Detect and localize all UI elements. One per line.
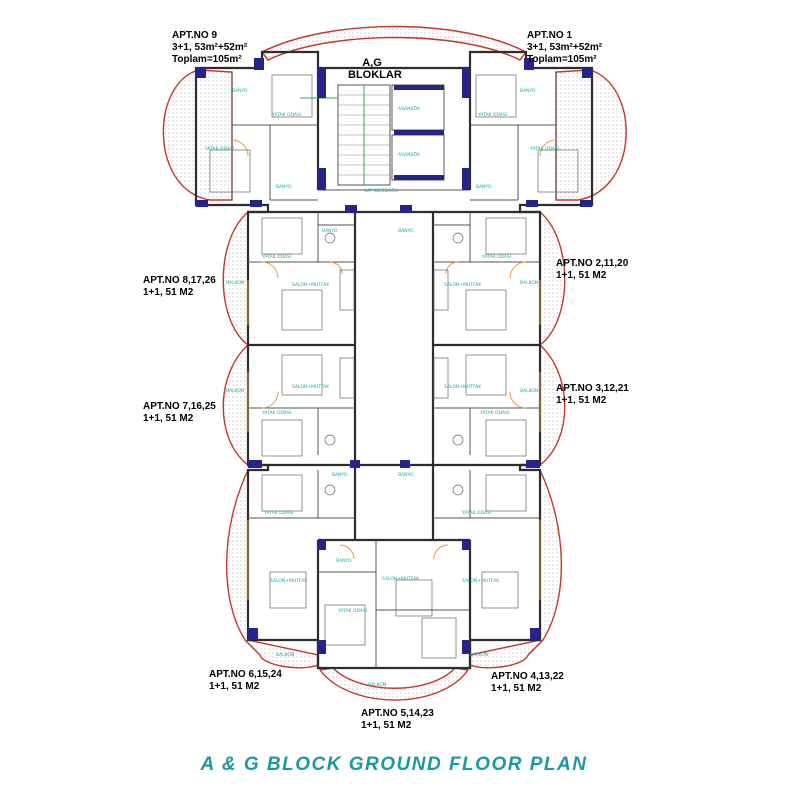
room-label-banyo: BANYO [232, 89, 248, 94]
apt-name: APT.NO 5,14,23 [361, 708, 434, 719]
room-label-banyo: BANYO [332, 473, 348, 478]
apt-type: 1+1, 51 M2 [491, 683, 542, 694]
room-label-yatak-odasi: YATAK ODASI [482, 255, 512, 260]
apt-type: 1+1, 51 M2 [143, 413, 194, 424]
room-label-yatak-odasi: YATAK ODASI [478, 113, 508, 118]
room-label-banyo: BANYO [398, 473, 414, 478]
room-label-yatak-odasi: YATAK ODASI [264, 511, 294, 516]
balcony-bottom [320, 668, 468, 700]
room-label-yatak-odasi: YATAK ODASI [480, 411, 510, 416]
room-label-yatak-odasi: YATAK ODASI [530, 147, 560, 152]
apt-total: Toplam=105m² [527, 54, 597, 65]
room-label-balkon: BALKON [520, 281, 539, 286]
apt-label-1 [527, 30, 602, 66]
room-label-balkon: BALKON [226, 281, 245, 286]
room-label-salon-mutfak: SALON+MUTFAK [292, 283, 330, 288]
room-label-yatak-odasi: YATAK ODASI [262, 255, 292, 260]
apt-name: APT.NO 9 [172, 30, 218, 41]
apt-name: APT.NO 3,12,21 [556, 383, 629, 394]
room-label-salon-mutfak: SALON+MUTFAK [382, 577, 420, 582]
room-label-balkon: BALKON [276, 653, 295, 658]
apt-label-4-13-22 [491, 671, 564, 695]
stairs [300, 85, 390, 185]
room-label-balkon: BALKON [226, 389, 245, 394]
balconies [163, 27, 629, 701]
balcony-top-arc [262, 27, 526, 61]
room-label-yatak-odasi: YATAK ODASI [262, 411, 292, 416]
apt-label-3-12-21 [556, 383, 629, 407]
room-label-banyo: BANYO [336, 559, 352, 564]
apt-label-7-16-25 [143, 401, 216, 425]
apt-label-9 [172, 30, 247, 66]
room-label-banyo: BANYO [322, 229, 338, 234]
room-label-banyo: BANYO [398, 229, 414, 234]
apt-label-5-14-23 [361, 708, 434, 732]
room-label-yatak-odasi: YATAK ODASI [338, 609, 368, 614]
fixtures [210, 75, 578, 658]
apt-name: APT.NO 2,11,20 [556, 258, 629, 269]
apt-type: 1+1, 51 M2 [556, 270, 607, 281]
room-label-salon-mutfak: SALON+MUTFAK [270, 579, 308, 584]
apt-type: 1+1, 51 M2 [361, 720, 412, 731]
block-label [348, 57, 402, 81]
balcony-left-1 [223, 212, 248, 345]
apt-type: 1+1, 51 M2 [556, 395, 607, 406]
balcony-left-3 [227, 470, 318, 668]
room-label-salon-mutfak: SALON+MUTFAK [462, 579, 500, 584]
room-label-banyo: BANYO [520, 89, 536, 94]
room-label-salon-mutfak: SALON+MUTFAK [444, 283, 482, 288]
block-label-line1: A,G [362, 57, 382, 69]
door-swings [232, 140, 556, 600]
room-label-asansor: ASANSÖR [398, 107, 420, 112]
room-label-salon-mutfak: SALON+MUTFAK [292, 385, 330, 390]
room-label-banyo: BANYO [476, 185, 492, 190]
apt-name: APT.NO 1 [527, 30, 573, 41]
room-label-yatak-odasi: YATAK ODASI [205, 147, 235, 152]
room-label-balkon: BALKON [470, 653, 489, 658]
apt-name: APT.NO 6,15,24 [209, 669, 282, 680]
apt-type: 1+1, 51 M2 [209, 681, 260, 692]
block-label-line2: BLOKLAR [348, 69, 402, 81]
apt-type: 3+1, 53m²+52m² [172, 42, 248, 53]
balcony-top-left [163, 70, 235, 200]
room-label-kat-koridoru: KAT KORİDORU [364, 189, 398, 194]
room-label-salon-mutfak: SALON+MUTFAK [444, 385, 482, 390]
balcony-right-3 [470, 470, 561, 668]
room-label-balkon: BALKON [520, 389, 539, 394]
apt-name: APT.NO 8,17,26 [143, 275, 216, 286]
apt-label-8-17-26 [143, 275, 216, 299]
apt-label-2-11-20 [556, 258, 628, 282]
room-label-asansor: ASANSÖR [398, 153, 420, 158]
room-label-yatak-odasi: YATAK ODASI [462, 511, 492, 516]
balcony-left-2 [223, 345, 248, 465]
apt-total: Toplam=105m² [172, 54, 242, 65]
apt-type: 3+1, 53m²+52m² [527, 42, 603, 53]
room-label-balkon: BALKON [368, 683, 387, 688]
apt-type: 1+1, 51 M2 [143, 287, 194, 298]
apt-name: APT.NO 4,13,22 [491, 671, 564, 682]
apt-name: APT.NO 7,16,25 [143, 401, 216, 412]
room-label-banyo: BANYO [276, 185, 292, 190]
plan-title: A & G BLOCK GROUND FLOOR PLAN [200, 754, 588, 775]
room-label-yatak-odasi: YATAK ODASI [272, 113, 302, 118]
exterior-walls [196, 52, 592, 668]
apt-label-6-15-24 [209, 669, 282, 693]
